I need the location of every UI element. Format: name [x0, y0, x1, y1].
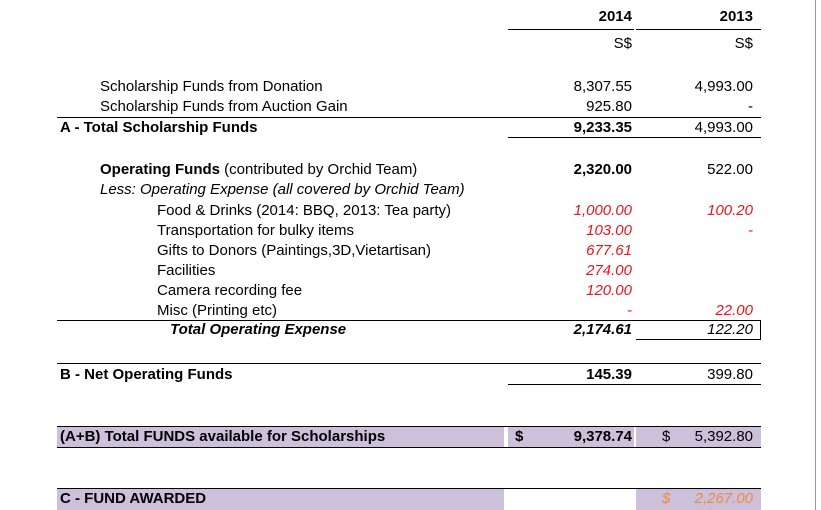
expense-2014: 274.00 — [586, 262, 632, 279]
expense-2014: 677.61 — [586, 242, 632, 259]
total-funds-currency-2013: $ — [662, 428, 671, 445]
donation-label: Scholarship Funds from Donation — [100, 78, 323, 95]
total-a-top-rule — [57, 117, 761, 118]
sheet-right-edge — [815, 0, 816, 510]
awarded-label: C - FUND AWARDED — [60, 490, 207, 507]
expense-label: Facilities — [157, 262, 216, 279]
operating-funds-label: Operating Funds (contributed by Orchid Team) — [100, 161, 418, 178]
total-funds-top-rule — [57, 426, 761, 427]
expense-label: Camera recording fee — [157, 282, 303, 299]
header-rule-2013 — [636, 29, 761, 30]
expense-label: Misc (Printing etc) — [157, 302, 278, 319]
year-2014-header: 2014 — [598, 8, 632, 25]
year-2013-header: 2013 — [719, 8, 753, 25]
expense-2014: 103.00 — [586, 222, 632, 239]
total-scholarship-2014: 9,233.35 — [573, 119, 632, 136]
net-operating-2014: 145.39 — [586, 366, 632, 383]
total-scholarship-label: A - Total Scholarship Funds — [60, 119, 258, 136]
total-expense-bottom-rule — [636, 339, 761, 340]
expense-label: Gifts to Donors (Paintings,3D,Vietartisan) — [157, 242, 432, 259]
donation-2014: 8,307.55 — [573, 78, 632, 95]
expense-label: Transportation for bulky items — [157, 222, 355, 239]
header-rule-2014 — [508, 29, 634, 30]
operating-funds-2013: 522.00 — [707, 161, 753, 178]
operating-funds-2014: 2,320.00 — [573, 161, 632, 178]
total-expense-2014: 2,174.61 — [573, 321, 632, 338]
expense-2013: 22.00 — [715, 302, 753, 319]
less-expense-label: Less: Operating Expense (all covered by Orchid Team) — [100, 181, 465, 198]
net-operating-2013: 399.80 — [707, 366, 753, 383]
awarded-top-rule — [57, 488, 761, 489]
auction-2013: - — [748, 98, 753, 115]
total-funds-currency-2014: $ — [515, 428, 524, 445]
expense-2014: 120.00 — [586, 282, 632, 299]
net-operating-label: B - Net Operating Funds — [60, 366, 233, 383]
expense-2014: 1,000.00 — [573, 202, 632, 219]
total-funds-label: (A+B) Total FUNDS available for Scholarships — [60, 428, 386, 445]
total-scholarship-2013: 4,993.00 — [694, 119, 753, 136]
expense-2013: - — [748, 222, 753, 239]
total-funds-2013: 5,392.80 — [694, 428, 753, 445]
donation-2013: 4,993.00 — [694, 78, 753, 95]
net-bottom-rule — [508, 384, 761, 385]
auction-2014: 925.80 — [586, 98, 632, 115]
currency-2014-header: S$ — [613, 35, 632, 52]
awarded-2013: 2,267.00 — [694, 490, 753, 507]
total-expense-label: Total Operating Expense — [170, 321, 347, 338]
currency-2013-header: S$ — [734, 35, 753, 52]
total-funds-2014: 9,378.74 — [573, 428, 632, 445]
total-funds-bottom-rule — [57, 447, 761, 448]
expense-label: Food & Drinks (2014: BBQ, 2013: Tea party) — [157, 202, 452, 219]
expense-2014: - — [627, 302, 632, 319]
total-expense-2013: 122.20 — [707, 321, 753, 338]
auction-label: Scholarship Funds from Auction Gain — [100, 98, 348, 115]
net-top-rule — [57, 363, 761, 364]
expense-2013: 100.20 — [707, 202, 753, 219]
total-a-bottom-rule — [508, 137, 761, 138]
total-expense-right-rule — [760, 320, 761, 340]
awarded-currency-2013: $ — [662, 490, 671, 507]
